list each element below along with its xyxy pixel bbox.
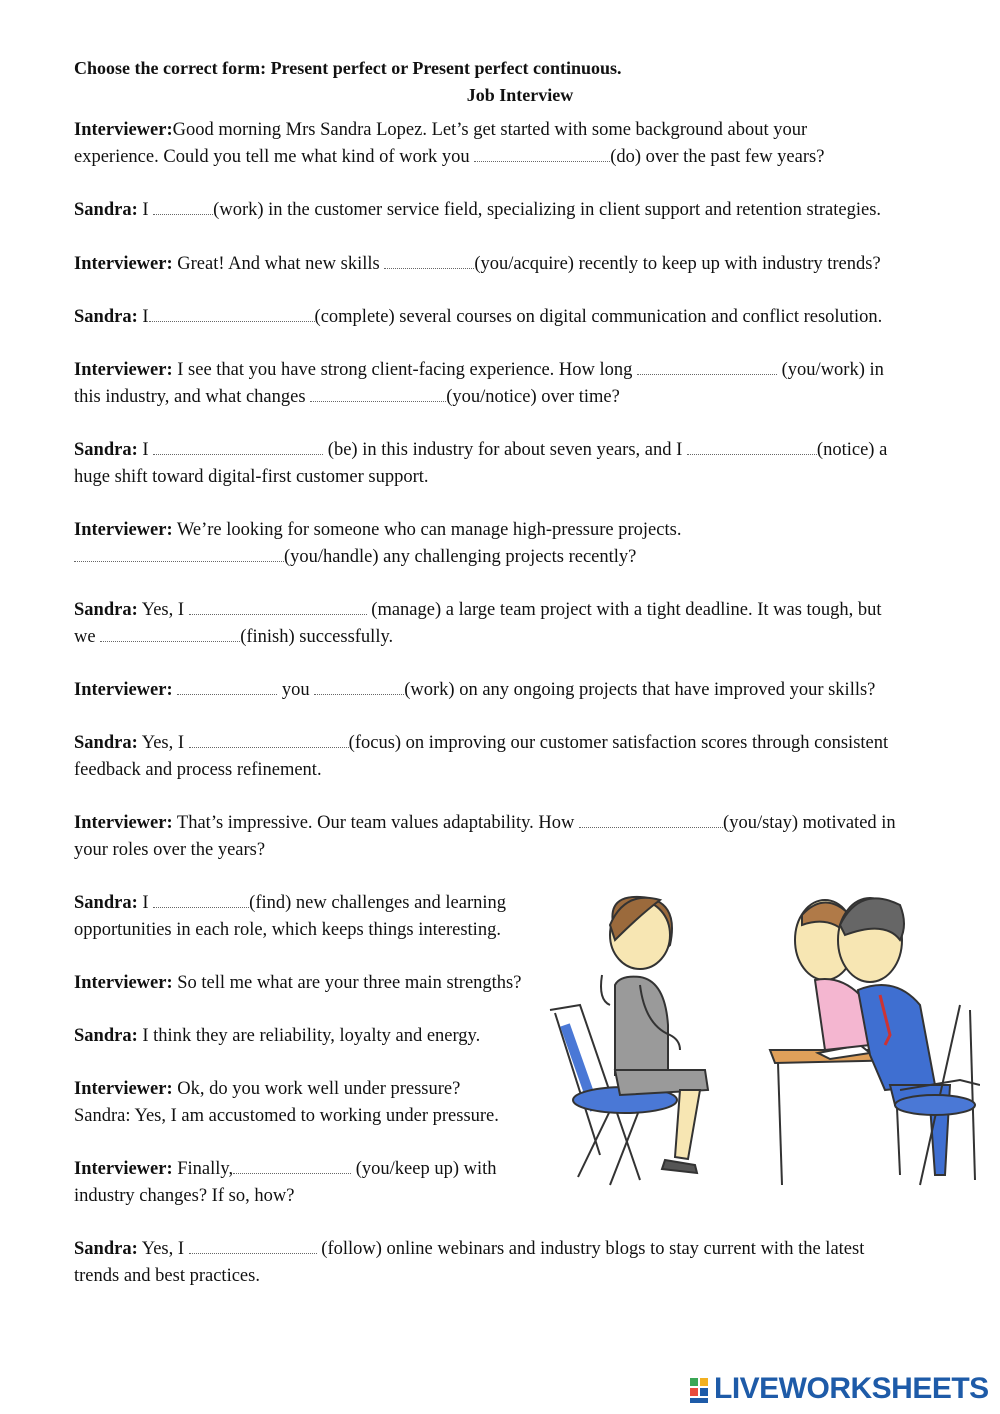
- answer-blank[interactable]: [177, 680, 277, 695]
- answer-blank[interactable]: [233, 1159, 351, 1174]
- dialogue-line-6: Sandra: I (be) in this industry for about seven years, and I (notice) a huge shift toward digital-first customer support.: [74, 440, 888, 487]
- answer-blank[interactable]: [153, 893, 249, 908]
- answer-blank[interactable]: [189, 1239, 317, 1254]
- speaker-label: Sandra:: [74, 893, 138, 913]
- logo-text: LIVEWORKSHEETS: [714, 1372, 989, 1405]
- dialogue-line-5: Interviewer: I see that you have strong client-facing experience. How long (you/work) in this industry, and what changes (you/notice) over time?: [74, 360, 884, 407]
- instructions: Choose the correct form: Present perfect or Present perfect continuous.: [74, 58, 622, 78]
- liveworksheets-logo: [690, 1374, 990, 1408]
- answer-blank[interactable]: [637, 360, 777, 375]
- dialogue-line-9: Interviewer: you (work) on any ongoing projects that have improved your skills?: [74, 680, 876, 700]
- speaker-label: Interviewer:: [74, 973, 173, 993]
- answer-blank[interactable]: [74, 547, 284, 562]
- dialogue-line-17: Sandra: Yes, I (follow) online webinars and industry blogs to stay current with the latest trends and best practices.: [74, 1239, 865, 1286]
- dialogue-line-1: Interviewer:Good morning Mrs Sandra Lopez. Let’s get started with some background about your experience. Could you tell me what kind of work you (do) over the past few years?: [74, 120, 825, 167]
- dialogue-line-12: Sandra: I (find) new challenges and learning opportunities in each role, which keeps things interesting.: [74, 893, 507, 940]
- answer-blank[interactable]: [384, 254, 474, 269]
- candidate-woman: [601, 897, 708, 1173]
- answer-blank[interactable]: [579, 813, 723, 828]
- answer-blank[interactable]: [474, 147, 610, 162]
- dialogue-line-13: Interviewer: So tell me what are your three main strengths?: [74, 973, 522, 993]
- dialogue-line-11: Interviewer: That’s impressive. Our team values adaptability. How (you/stay) motivated in your roles over the years?: [74, 813, 896, 860]
- answer-blank[interactable]: [314, 680, 404, 695]
- speaker-label: Interviewer:: [74, 120, 173, 140]
- dialogue-line-15: Interviewer: Ok, do you work well under pressure? Sandra: Yes, I am accustomed to working under pressure.: [74, 1079, 499, 1126]
- page-title: Job Interview: [466, 85, 574, 105]
- speaker-label: Sandra:: [74, 600, 138, 620]
- dialogue-line-16: Interviewer: Finally, (you/keep up) with industry changes? If so, how?: [74, 1159, 497, 1206]
- speaker-label: Sandra:: [74, 733, 138, 753]
- dialogue-line-14: Sandra: I think they are reliability, loyalty and energy.: [74, 1026, 481, 1046]
- answer-blank[interactable]: [310, 387, 446, 402]
- answer-blank[interactable]: [100, 627, 240, 642]
- answer-blank[interactable]: [153, 200, 213, 215]
- dialogue-line-7: Interviewer: We’re looking for someone who can manage high-pressure projects. (you/handle) any challenging projects recently?: [74, 520, 682, 567]
- speaker-label: Interviewer:: [74, 360, 173, 380]
- speaker-label: Interviewer:: [74, 1079, 173, 1099]
- speaker-label: Sandra:: [74, 440, 138, 460]
- answer-blank[interactable]: [189, 600, 367, 615]
- speaker-label: Sandra:: [74, 1026, 138, 1046]
- answer-blank[interactable]: [687, 440, 817, 455]
- speaker-label: Interviewer:: [74, 680, 173, 700]
- speaker-label: Sandra:: [74, 200, 138, 220]
- speaker-label: Interviewer:: [74, 520, 173, 540]
- dialogue-line-4: Sandra: I (complete) several courses on digital communication and conflict resolution.: [74, 307, 883, 327]
- dialogue-line-3: Interviewer: Great! And what new skills (you/acquire) recently to keep up with industry trends?: [74, 254, 881, 274]
- answer-blank[interactable]: [189, 733, 349, 748]
- speaker-label: Sandra:: [74, 307, 138, 327]
- speaker-label: Interviewer:: [74, 813, 173, 833]
- speaker-label: Interviewer:: [74, 254, 173, 274]
- interview-illustration: [540, 885, 980, 1195]
- speaker-label: Interviewer:: [74, 1159, 173, 1179]
- answer-blank[interactable]: [153, 440, 323, 455]
- dialogue-line-8: Sandra: Yes, I (manage) a large team project with a tight deadline. It was tough, but we (finish) successfully.: [74, 600, 882, 647]
- dialogue-line-2: Sandra: I (work) in the customer service field, specializing in client support and retention strategies.: [74, 200, 882, 220]
- answer-blank[interactable]: [149, 307, 315, 322]
- speaker-label: Sandra:: [74, 1239, 138, 1259]
- dialogue-line-10: Sandra: Yes, I (focus) on improving our customer satisfaction scores through consistent feedback and process refinement.: [74, 733, 889, 780]
